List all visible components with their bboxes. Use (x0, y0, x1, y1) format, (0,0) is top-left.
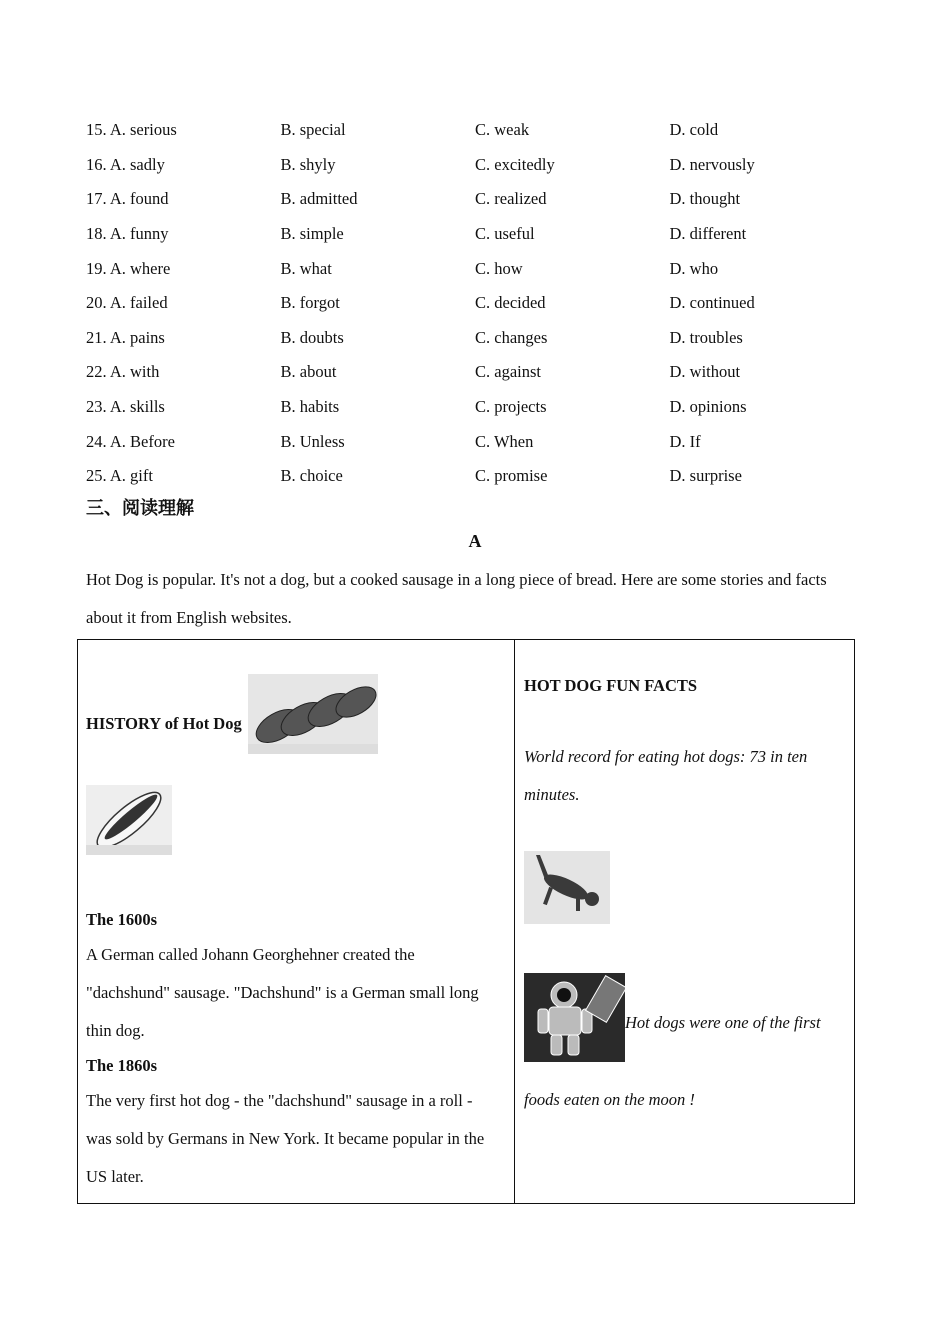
option-choice: B. choice (280, 466, 343, 486)
history-text-1860s: The very first hot dog - the "dachshund" sausage in a roll - was sold by Germans in New York. It became popular in the US later. (86, 1091, 485, 1186)
option-choice: 19. A. where (86, 258, 171, 278)
history-text-1600s: A German called Johann Georghehner created the "dachshund" sausage. "Dachshund" is a German small long thin dog. (86, 945, 479, 1040)
option-row (86, 251, 866, 286)
option-choice: B. shyly (280, 154, 336, 174)
facts-heading: HOT DOG FUN FACTS (524, 676, 698, 695)
option-row (86, 148, 866, 183)
option-choice: C. projects (475, 397, 547, 417)
option-choice: B. forgot (280, 293, 340, 313)
option-choice: 21. A. pains (86, 327, 165, 347)
option-choice: D. nervously (669, 154, 755, 174)
option-choice: 24. A. Before (86, 431, 175, 451)
option-choice: C. against (475, 362, 541, 382)
option-choice: D. surprise (669, 466, 742, 486)
option-choice: D. opinions (669, 397, 747, 417)
option-choice: B. habits (280, 397, 340, 417)
option-choice: 23. A. skills (86, 397, 165, 417)
period-1860s: The 1860s (86, 1056, 158, 1075)
hotdog-image (86, 785, 172, 855)
option-choice: D. troubles (669, 327, 743, 347)
option-choice: C. excitedly (475, 154, 555, 174)
option-row (86, 390, 866, 425)
period-1600s: The 1600s (86, 910, 158, 929)
option-choice: C. decided (475, 293, 546, 313)
option-choice: C. realized (475, 189, 547, 209)
option-choice: D. thought (669, 189, 741, 209)
option-choice: C. promise (475, 466, 548, 486)
option-row (86, 182, 866, 217)
fact-moon-line2: foods eaten on the moon ! (524, 1090, 695, 1109)
option-choice: 20. A. failed (86, 293, 168, 313)
option-choice: D. cold (669, 120, 719, 140)
option-choice: 15. A. serious (86, 120, 177, 140)
option-choice: D. who (669, 258, 719, 278)
option-choice: 18. A. funny (86, 224, 169, 244)
sausages-image (248, 674, 378, 754)
answer-options (86, 113, 866, 494)
info-table (77, 639, 855, 1204)
passage-letter: A (468, 531, 482, 551)
table-divider (514, 640, 515, 1203)
option-choice: B. admitted (280, 189, 358, 209)
option-choice: 17. A. found (86, 189, 169, 209)
option-choice: 25. A. gift (86, 466, 153, 486)
option-row (86, 113, 866, 148)
option-row (86, 459, 866, 494)
astronaut-image (524, 973, 625, 1062)
option-row (86, 217, 866, 252)
option-choice: B. special (280, 120, 346, 140)
history-heading: HISTORY of Hot Dog (86, 714, 242, 733)
option-choice: B. Unless (280, 431, 345, 451)
option-choice: D. different (669, 224, 747, 244)
section-title: 三、阅读理解 (86, 498, 194, 519)
option-row (86, 355, 866, 390)
fact-world-record: World record for eating hot dogs: 73 in ten minutes. (524, 747, 808, 804)
option-choice: D. continued (669, 293, 755, 313)
option-row (86, 321, 866, 356)
option-choice: B. about (280, 362, 337, 382)
fact-moon-line1: Hot dogs were one of the first (625, 1013, 821, 1032)
option-row (86, 424, 866, 459)
option-choice: D. without (669, 362, 741, 382)
option-choice: C. changes (475, 327, 548, 347)
dachshund-image (524, 851, 610, 924)
option-choice: C. useful (475, 224, 535, 244)
option-choice: B. simple (280, 224, 344, 244)
option-choice: C. how (475, 258, 523, 278)
option-choice: C. weak (475, 120, 530, 140)
intro-paragraph: Hot Dog is popular. It's not a dog, but a cooked sausage in a long piece of bread. Here are some stories and facts about it from English websites. (86, 570, 827, 627)
option-choice: B. what (280, 258, 332, 278)
option-choice: C. When (475, 431, 534, 451)
option-choice: D. If (669, 431, 701, 451)
option-choice: 22. A. with (86, 362, 160, 382)
option-choice: 16. A. sadly (86, 154, 165, 174)
option-row (86, 286, 866, 321)
option-choice: B. doubts (280, 327, 344, 347)
